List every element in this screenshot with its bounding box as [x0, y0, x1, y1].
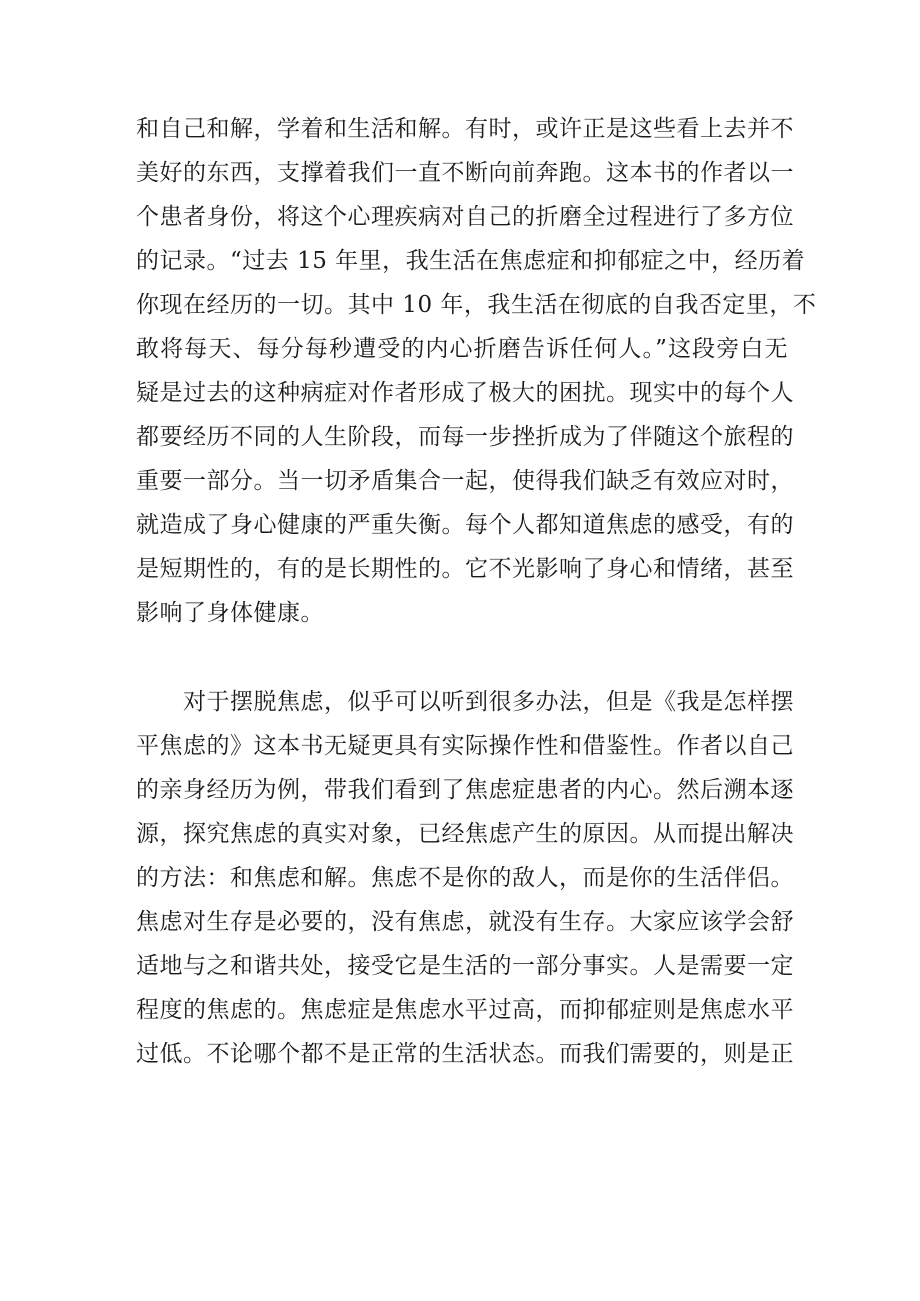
- text-line: 的亲身经历为例，带我们看到了焦虑症患者的内心。然后溯本逐: [136, 777, 794, 803]
- text-line: 美好的东西，支撑着我们一直不断向前奔跑。这本书的作者以一: [136, 160, 794, 186]
- text-line: 疑是过去的这种病症对作者形成了极大的困扰。现实中的每个人: [136, 380, 794, 406]
- text-line: 重要一部分。当一切矛盾集合一起，使得我们缺乏有效应对时，: [136, 468, 794, 494]
- text-line: 就造成了身心健康的严重失衡。每个人都知道焦虑的感受，有的: [136, 512, 794, 538]
- text-line: 平焦虑的》这本书无疑更具有实际操作性和借鉴性。作者以自己: [136, 733, 794, 759]
- text-line: 的方法：和焦虑和解。焦虑不是你的敌人，而是你的生活伴侣。: [136, 865, 794, 891]
- text-line: 对于摆脱焦虑，似乎可以听到很多办法，但是《我是怎样摆: [183, 689, 794, 715]
- text-line: 是短期性的，有的是长期性的。它不光影响了身心和情绪，甚至: [136, 556, 794, 582]
- text-line: 过低。不论哪个都不是正常的生活状态。而我们需要的，则是正: [136, 1041, 794, 1067]
- text-line: 影响了身体健康。: [136, 600, 324, 626]
- text-line: 和自己和解，学着和生活和解。有时，或许正是这些看上去并不: [136, 116, 794, 142]
- text-line: 你现在经历的一切。其中 10 年，我生活在彻底的自我否定里，不: [136, 292, 817, 318]
- text-line: 程度的焦虑的。焦虑症是焦虑水平过高，而抑郁症则是焦虑水平: [136, 997, 794, 1023]
- text-line: 敢将每天、每分每秒遭受的内心折磨告诉任何人。”这段旁白无: [136, 336, 788, 362]
- text-line: 的记录。“过去 15 年里，我生活在焦虑症和抑郁症之中，经历着: [136, 248, 806, 274]
- text-line: 个患者身份，将这个心理疾病对自己的折磨全过程进行了多方位: [136, 204, 794, 230]
- text-line: 焦虑对生存是必要的，没有焦虑，就没有生存。大家应该学会舒: [136, 909, 794, 935]
- text-line: 源，探究焦虑的真实对象，已经焦虑产生的原因。从而提出解决: [136, 821, 794, 847]
- text-line: 适地与之和谐共处，接受它是生活的一部分事实。人是需要一定: [136, 953, 794, 979]
- text-line: 都要经历不同的人生阶段，而每一步挫折成为了伴随这个旅程的: [136, 424, 794, 450]
